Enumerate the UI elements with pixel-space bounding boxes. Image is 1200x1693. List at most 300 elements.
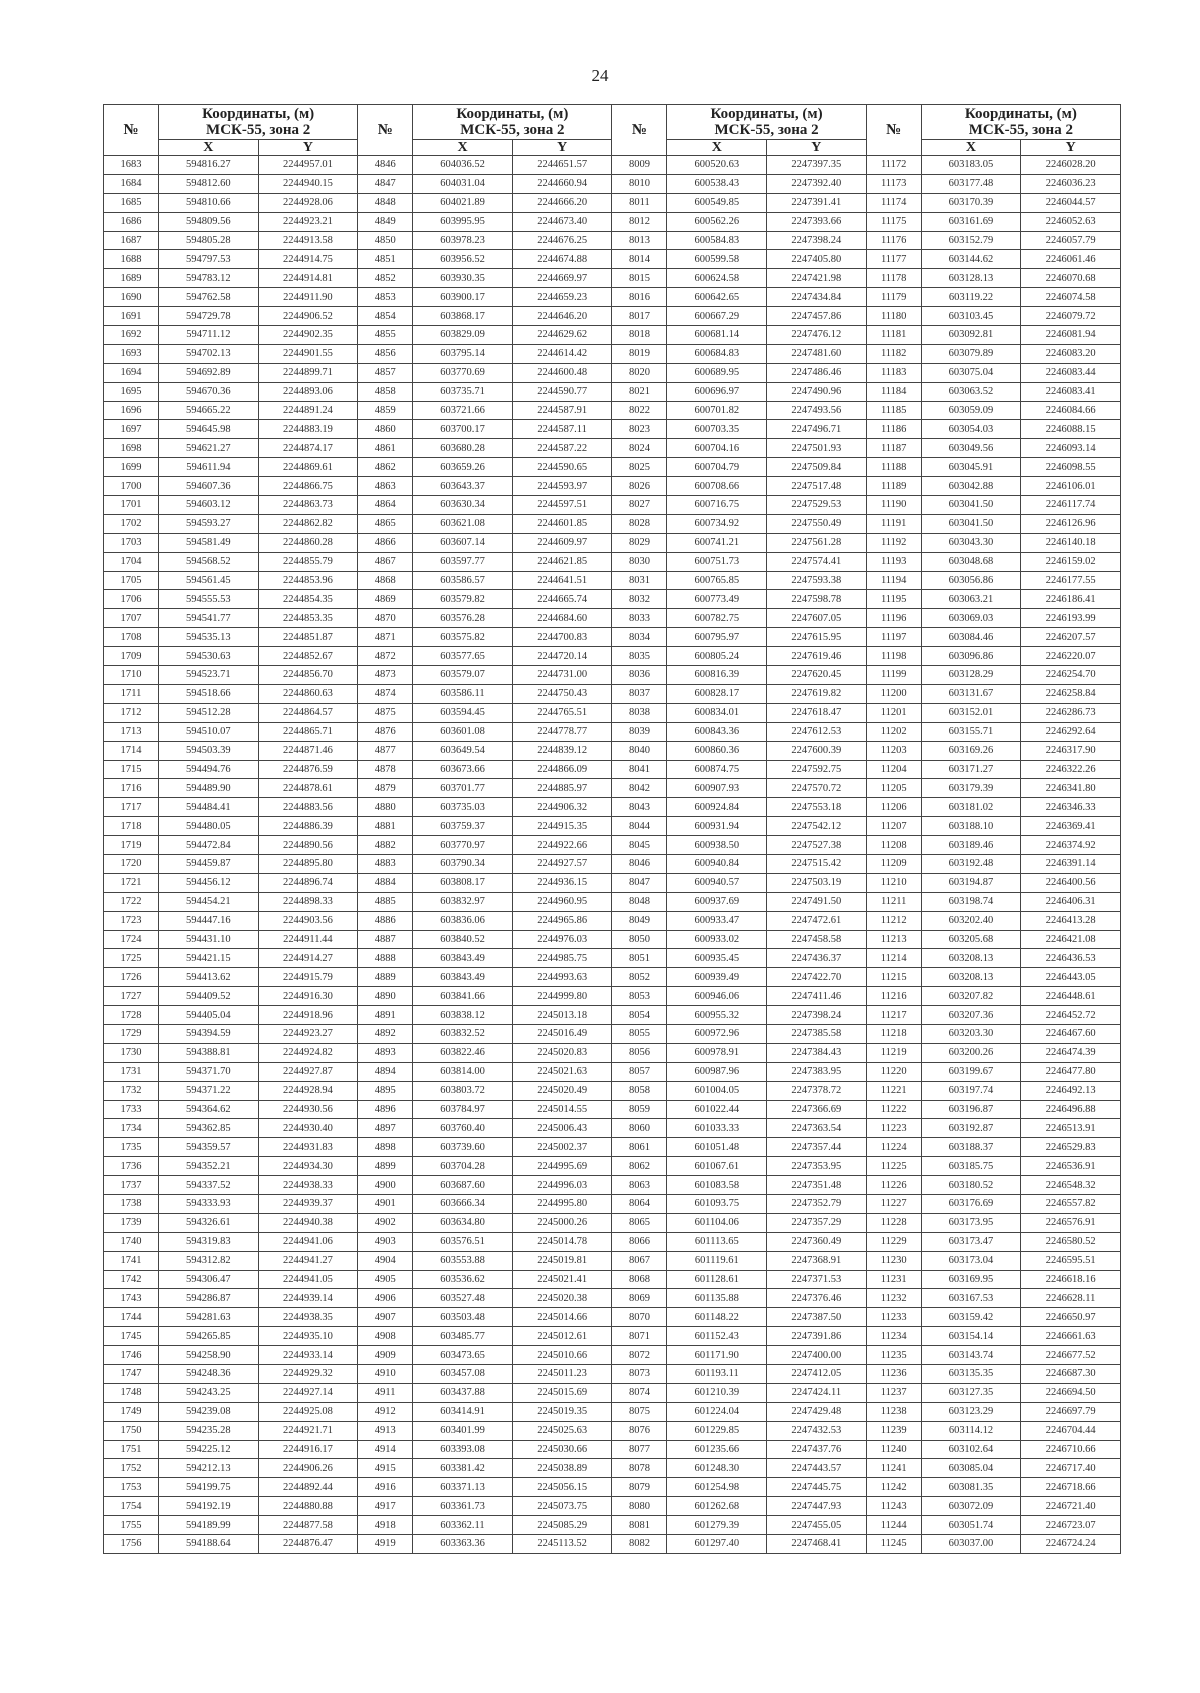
point-number-cell: 11219: [866, 1043, 921, 1062]
point-number-cell: 8022: [612, 401, 667, 420]
point-number-cell: 11241: [866, 1459, 921, 1478]
coord-x-cell: 601148.22: [667, 1308, 767, 1327]
coord-x-cell: 603371.13: [413, 1478, 513, 1497]
coord-y-cell: 2244700.83: [512, 628, 612, 647]
coord-x-cell: 603700.17: [413, 420, 513, 439]
coord-x-cell: 600773.49: [667, 590, 767, 609]
coord-y-cell: 2244883.19: [258, 420, 358, 439]
coord-x-cell: 603079.89: [921, 344, 1021, 363]
coord-x-cell: 594421.15: [159, 949, 259, 968]
point-number-cell: 8077: [612, 1440, 667, 1459]
table-row: [104, 968, 1121, 987]
coord-y-cell: 2244890.56: [258, 836, 358, 855]
table-row: [104, 193, 1121, 212]
coord-x-cell: 594454.21: [159, 892, 259, 911]
coord-x-cell: 600907.93: [667, 779, 767, 798]
point-number-cell: 4899: [358, 1157, 413, 1176]
coord-x-cell: 603576.28: [413, 609, 513, 628]
point-number-cell: 4877: [358, 741, 413, 760]
coord-x-cell: 603437.88: [413, 1383, 513, 1402]
table-row: [104, 571, 1121, 590]
table-row: [104, 269, 1121, 288]
coord-y-cell: 2247371.53: [767, 1270, 867, 1289]
point-number-cell: 4872: [358, 647, 413, 666]
point-number-cell: 1708: [104, 628, 159, 647]
point-number-cell: 1738: [104, 1194, 159, 1213]
point-number-cell: 11199: [866, 666, 921, 685]
point-number-cell: 4917: [358, 1497, 413, 1516]
point-number-cell: 11243: [866, 1497, 921, 1516]
coord-x-cell: 601128.61: [667, 1270, 767, 1289]
point-number-cell: 11213: [866, 930, 921, 949]
coord-x-cell: 594810.66: [159, 193, 259, 212]
coord-y-cell: 2246421.08: [1021, 930, 1121, 949]
coord-x-cell: 603192.87: [921, 1119, 1021, 1138]
x-header: X: [667, 140, 767, 156]
point-number-cell: 1686: [104, 212, 159, 231]
coord-y-cell: 2247447.93: [767, 1497, 867, 1516]
table-body: [104, 156, 1121, 1554]
coord-y-cell: 2244651.57: [512, 156, 612, 175]
coord-y-cell: 2244876.59: [258, 760, 358, 779]
point-number-cell: 8062: [612, 1157, 667, 1176]
coord-y-cell: 2244587.11: [512, 420, 612, 439]
x-header: X: [921, 140, 1021, 156]
table-row: [104, 552, 1121, 571]
coord-x-cell: 603630.34: [413, 496, 513, 515]
coord-x-cell: 603200.26: [921, 1043, 1021, 1062]
coord-x-cell: 600684.83: [667, 344, 767, 363]
point-number-cell: 8030: [612, 552, 667, 571]
point-number-cell: 8012: [612, 212, 667, 231]
table-row: [104, 533, 1121, 552]
point-number-cell: 4879: [358, 779, 413, 798]
coord-x-cell: 603838.12: [413, 1006, 513, 1025]
point-number-cell: 4850: [358, 231, 413, 250]
coord-y-cell: 2245011.23: [512, 1365, 612, 1384]
coord-y-cell: 2244853.35: [258, 609, 358, 628]
coord-x-cell: 594568.52: [159, 552, 259, 571]
point-number-cell: 1707: [104, 609, 159, 628]
coord-x-cell: 601229.85: [667, 1421, 767, 1440]
point-number-cell: 11216: [866, 987, 921, 1006]
coord-x-cell: 600538.43: [667, 174, 767, 193]
coord-x-cell: 603207.82: [921, 987, 1021, 1006]
table-row: [104, 420, 1121, 439]
point-number-cell: 11237: [866, 1383, 921, 1402]
coord-x-cell: 594593.27: [159, 514, 259, 533]
coord-y-cell: 2244609.97: [512, 533, 612, 552]
coordinates-group-header: [921, 105, 1120, 140]
coord-y-cell: 2244587.22: [512, 439, 612, 458]
coord-y-cell: 2244854.35: [258, 590, 358, 609]
coord-x-cell: 594603.12: [159, 496, 259, 515]
point-number-cell: 4847: [358, 174, 413, 193]
coord-y-cell: 2247491.50: [767, 892, 867, 911]
table-row: [104, 1365, 1121, 1384]
coord-y-cell: 2246220.07: [1021, 647, 1121, 666]
y-header: Y: [767, 140, 867, 156]
coord-y-cell: 2245021.63: [512, 1062, 612, 1081]
point-number-cell: 8066: [612, 1232, 667, 1251]
coord-x-cell: 603081.35: [921, 1478, 1021, 1497]
coord-y-cell: 2246193.99: [1021, 609, 1121, 628]
coord-y-cell: 2244895.80: [258, 854, 358, 873]
coord-x-cell: 603832.52: [413, 1024, 513, 1043]
coord-y-cell: 2244860.28: [258, 533, 358, 552]
point-number-cell: 8025: [612, 458, 667, 477]
coord-y-cell: 2244590.77: [512, 382, 612, 401]
coord-x-cell: 594235.28: [159, 1421, 259, 1440]
coord-y-cell: 2244676.25: [512, 231, 612, 250]
coord-y-cell: 2247412.05: [767, 1365, 867, 1384]
point-number-cell: 4867: [358, 552, 413, 571]
point-number-cell: 8053: [612, 987, 667, 1006]
coord-x-cell: 600734.92: [667, 514, 767, 533]
coord-x-cell: 600834.01: [667, 703, 767, 722]
coord-x-cell: 603362.11: [413, 1516, 513, 1535]
coord-y-cell: 2244666.20: [512, 193, 612, 212]
coord-x-cell: 594447.16: [159, 911, 259, 930]
coord-x-cell: 603735.71: [413, 382, 513, 401]
coord-y-cell: 2245000.26: [512, 1213, 612, 1232]
point-number-cell: 11203: [866, 741, 921, 760]
coord-x-cell: 601224.04: [667, 1402, 767, 1421]
coord-y-cell: 2246400.56: [1021, 873, 1121, 892]
coord-x-cell: 604036.52: [413, 156, 513, 175]
point-number-cell: 4911: [358, 1383, 413, 1402]
point-number-cell: 8017: [612, 307, 667, 326]
coord-y-cell: 2244929.32: [258, 1365, 358, 1384]
coord-x-cell: 603659.26: [413, 458, 513, 477]
coord-y-cell: 2245014.66: [512, 1308, 612, 1327]
coord-y-cell: 2246126.96: [1021, 514, 1121, 533]
coord-x-cell: 600599.58: [667, 250, 767, 269]
point-number-cell: 8079: [612, 1478, 667, 1497]
table-row: [104, 1176, 1121, 1195]
coord-x-cell: 600805.24: [667, 647, 767, 666]
point-number-cell: 11222: [866, 1100, 921, 1119]
coord-x-cell: 603803.72: [413, 1081, 513, 1100]
point-number-cell: 1688: [104, 250, 159, 269]
coord-y-cell: 2244877.58: [258, 1516, 358, 1535]
coord-y-cell: 2247612.53: [767, 722, 867, 741]
point-number-cell: 11239: [866, 1421, 921, 1440]
table-row: [104, 514, 1121, 533]
point-number-cell: 1742: [104, 1270, 159, 1289]
coord-x-cell: 600681.14: [667, 326, 767, 345]
point-number-cell: 11198: [866, 647, 921, 666]
coord-x-cell: 594783.12: [159, 269, 259, 288]
coord-y-cell: 2244863.73: [258, 496, 358, 515]
coord-y-cell: 2247561.28: [767, 533, 867, 552]
coord-y-cell: 2245019.35: [512, 1402, 612, 1421]
coord-x-cell: 603978.23: [413, 231, 513, 250]
coord-y-cell: 2247352.79: [767, 1194, 867, 1213]
point-number-cell: 4849: [358, 212, 413, 231]
coord-y-cell: 2247405.80: [767, 250, 867, 269]
point-number-cell: 4884: [358, 873, 413, 892]
coord-y-cell: 2247550.49: [767, 514, 867, 533]
point-number-cell: 8024: [612, 439, 667, 458]
coord-x-cell: 594413.62: [159, 968, 259, 987]
table-row: [104, 1346, 1121, 1365]
coord-y-cell: 2247443.57: [767, 1459, 867, 1478]
point-number-cell: 4898: [358, 1138, 413, 1157]
point-number-cell: 11184: [866, 382, 921, 401]
coord-x-cell: 603154.14: [921, 1327, 1021, 1346]
table-row: [104, 590, 1121, 609]
coord-y-cell: 2245085.29: [512, 1516, 612, 1535]
coord-y-cell: 2246477.80: [1021, 1062, 1121, 1081]
coord-y-cell: 2244878.61: [258, 779, 358, 798]
table-row: [104, 836, 1121, 855]
coord-x-cell: 600816.39: [667, 666, 767, 685]
coord-x-cell: 594729.78: [159, 307, 259, 326]
coord-y-cell: 2244930.56: [258, 1100, 358, 1119]
point-number-cell: 4882: [358, 836, 413, 855]
coord-y-cell: 2244899.71: [258, 363, 358, 382]
point-number-cell: 1711: [104, 684, 159, 703]
coord-x-cell: 603179.39: [921, 779, 1021, 798]
point-number-cell: 11179: [866, 288, 921, 307]
coord-y-cell: 2247434.84: [767, 288, 867, 307]
coord-x-cell: 594431.10: [159, 930, 259, 949]
coord-x-cell: 594581.49: [159, 533, 259, 552]
table-row: [104, 1327, 1121, 1346]
coord-y-cell: 2246341.80: [1021, 779, 1121, 798]
coord-x-cell: 594212.13: [159, 1459, 259, 1478]
coord-y-cell: 2244941.05: [258, 1270, 358, 1289]
point-number-cell: 4897: [358, 1119, 413, 1138]
coord-y-cell: 2247385.58: [767, 1024, 867, 1043]
coord-x-cell: 601051.48: [667, 1138, 767, 1157]
coord-y-cell: 2244892.44: [258, 1478, 358, 1497]
coord-x-cell: 603701.77: [413, 779, 513, 798]
coord-y-cell: 2246093.14: [1021, 439, 1121, 458]
point-number-cell: 8011: [612, 193, 667, 212]
coord-y-cell: 2247493.56: [767, 401, 867, 420]
coord-y-cell: 2246083.41: [1021, 382, 1121, 401]
coord-x-cell: 603829.09: [413, 326, 513, 345]
coord-y-cell: 2244660.94: [512, 174, 612, 193]
coord-x-cell: 600751.73: [667, 552, 767, 571]
coord-x-cell: 594243.25: [159, 1383, 259, 1402]
coord-x-cell: 600940.84: [667, 854, 767, 873]
point-number-cell: 1739: [104, 1213, 159, 1232]
coord-y-cell: 2246070.68: [1021, 269, 1121, 288]
coord-x-cell: 603059.09: [921, 401, 1021, 420]
point-number-cell: 8069: [612, 1289, 667, 1308]
coord-x-cell: 594371.70: [159, 1062, 259, 1081]
point-number-header: №: [866, 105, 921, 156]
point-number-cell: 8021: [612, 382, 667, 401]
point-number-cell: 11244: [866, 1516, 921, 1535]
coord-x-cell: 594762.58: [159, 288, 259, 307]
x-header: X: [413, 140, 513, 156]
coord-x-cell: 601093.75: [667, 1194, 767, 1213]
table-row: [104, 1138, 1121, 1157]
coord-x-cell: 594394.59: [159, 1024, 259, 1043]
table-row: [104, 703, 1121, 722]
table-row: [104, 458, 1121, 477]
coord-y-cell: 2247542.12: [767, 817, 867, 836]
coord-y-cell: 2244921.71: [258, 1421, 358, 1440]
coord-x-cell: 603401.99: [413, 1421, 513, 1440]
point-number-cell: 11217: [866, 1006, 921, 1025]
point-number-cell: 11226: [866, 1176, 921, 1195]
coord-x-cell: 603063.52: [921, 382, 1021, 401]
point-number-header: №: [612, 105, 667, 156]
coords-system: МСК-55, зона 2: [460, 122, 565, 138]
coord-x-cell: 603203.30: [921, 1024, 1021, 1043]
coord-y-cell: 2244923.21: [258, 212, 358, 231]
point-number-cell: 1753: [104, 1478, 159, 1497]
coord-x-cell: 594225.12: [159, 1440, 259, 1459]
coord-x-cell: 603202.40: [921, 911, 1021, 930]
coord-x-cell: 594459.87: [159, 854, 259, 873]
coord-x-cell: 603795.14: [413, 344, 513, 363]
table-row: [104, 363, 1121, 382]
coord-y-cell: 2246687.30: [1021, 1365, 1121, 1384]
coord-y-cell: 2245056.15: [512, 1478, 612, 1497]
point-number-cell: 1733: [104, 1100, 159, 1119]
point-number-cell: 11212: [866, 911, 921, 930]
point-number-cell: 1750: [104, 1421, 159, 1440]
coord-y-cell: 2247383.95: [767, 1062, 867, 1081]
point-number-cell: 1696: [104, 401, 159, 420]
coord-x-cell: 603784.97: [413, 1100, 513, 1119]
coord-y-cell: 2244941.27: [258, 1251, 358, 1270]
point-number-cell: 4891: [358, 1006, 413, 1025]
coords-title: Координаты, (м): [202, 106, 315, 122]
coord-y-cell: 2247472.61: [767, 911, 867, 930]
page-number: 24: [591, 66, 609, 85]
coord-y-cell: 2247620.45: [767, 666, 867, 685]
coord-x-cell: 600716.75: [667, 496, 767, 515]
coord-x-cell: 600704.79: [667, 458, 767, 477]
point-number-cell: 11183: [866, 363, 921, 382]
coord-y-cell: 2244914.27: [258, 949, 358, 968]
coord-y-cell: 2244960.95: [512, 892, 612, 911]
coord-y-cell: 2244911.90: [258, 288, 358, 307]
point-number-cell: 1710: [104, 666, 159, 685]
point-number-cell: 8060: [612, 1119, 667, 1138]
coord-y-cell: 2244985.75: [512, 949, 612, 968]
coord-x-cell: 603144.62: [921, 250, 1021, 269]
point-number-cell: 1737: [104, 1176, 159, 1195]
coord-x-cell: 594239.08: [159, 1402, 259, 1421]
coord-x-cell: 603171.27: [921, 760, 1021, 779]
point-number-cell: 11192: [866, 533, 921, 552]
point-number-cell: 1697: [104, 420, 159, 439]
coord-y-cell: 2247607.05: [767, 609, 867, 628]
point-number-cell: 1754: [104, 1497, 159, 1516]
coord-y-cell: 2244898.33: [258, 892, 358, 911]
point-number-cell: 11240: [866, 1440, 921, 1459]
table-row: [104, 911, 1121, 930]
coord-x-cell: 603760.40: [413, 1119, 513, 1138]
point-number-cell: 8074: [612, 1383, 667, 1402]
table-row: [104, 647, 1121, 666]
coord-y-cell: 2244938.33: [258, 1176, 358, 1195]
coord-x-cell: 601279.39: [667, 1516, 767, 1535]
point-number-cell: 11223: [866, 1119, 921, 1138]
point-number-cell: 4875: [358, 703, 413, 722]
coord-x-cell: 603363.36: [413, 1535, 513, 1554]
point-number-cell: 1684: [104, 174, 159, 193]
point-number-cell: 1691: [104, 307, 159, 326]
coord-x-cell: 600940.57: [667, 873, 767, 892]
point-number-cell: 1719: [104, 836, 159, 855]
coord-y-cell: 2244684.60: [512, 609, 612, 628]
coord-x-cell: 600549.85: [667, 193, 767, 212]
coord-x-cell: 603128.13: [921, 269, 1021, 288]
coord-y-cell: 2244935.10: [258, 1327, 358, 1346]
point-number-cell: 1730: [104, 1043, 159, 1062]
coord-x-cell: 594199.75: [159, 1478, 259, 1497]
point-number-cell: 8082: [612, 1535, 667, 1554]
point-number-cell: 8070: [612, 1308, 667, 1327]
point-number-cell: 4848: [358, 193, 413, 212]
coord-x-cell: 603135.35: [921, 1365, 1021, 1384]
point-number-cell: 11178: [866, 269, 921, 288]
coord-x-cell: 600828.17: [667, 684, 767, 703]
coord-x-cell: 594405.04: [159, 1006, 259, 1025]
point-number-cell: 8029: [612, 533, 667, 552]
point-number-cell: 1728: [104, 1006, 159, 1025]
coord-x-cell: 594326.61: [159, 1213, 259, 1232]
coord-y-cell: 2246677.52: [1021, 1346, 1121, 1365]
point-number-cell: 1716: [104, 779, 159, 798]
coord-x-cell: 600937.69: [667, 892, 767, 911]
coord-y-cell: 2244862.82: [258, 514, 358, 533]
point-number-cell: 11221: [866, 1081, 921, 1100]
coord-x-cell: 594510.07: [159, 722, 259, 741]
point-number-header: №: [104, 105, 159, 156]
coord-x-cell: 600972.96: [667, 1024, 767, 1043]
coord-y-cell: 2244891.24: [258, 401, 358, 420]
point-number-cell: 8046: [612, 854, 667, 873]
table-row: [104, 987, 1121, 1006]
coord-x-cell: 603586.57: [413, 571, 513, 590]
point-number-cell: 1741: [104, 1251, 159, 1270]
coord-y-cell: 2247432.53: [767, 1421, 867, 1440]
point-number-cell: 4876: [358, 722, 413, 741]
point-number-cell: 8061: [612, 1138, 667, 1157]
point-number-cell: 8047: [612, 873, 667, 892]
coord-y-cell: 2246580.52: [1021, 1232, 1121, 1251]
coord-y-cell: 2245020.49: [512, 1081, 612, 1100]
coord-x-cell: 594188.64: [159, 1535, 259, 1554]
point-number-cell: 11172: [866, 156, 921, 175]
coord-x-cell: 603185.75: [921, 1157, 1021, 1176]
point-number-cell: 4859: [358, 401, 413, 420]
coord-y-cell: 2247387.50: [767, 1308, 867, 1327]
coord-x-cell: 603601.08: [413, 722, 513, 741]
coord-y-cell: 2247366.69: [767, 1100, 867, 1119]
table-row: [104, 949, 1121, 968]
point-number-cell: 11205: [866, 779, 921, 798]
coord-y-cell: 2246474.39: [1021, 1043, 1121, 1062]
x-header: X: [159, 140, 259, 156]
coord-y-cell: 2246369.41: [1021, 817, 1121, 836]
coord-y-cell: 2246140.18: [1021, 533, 1121, 552]
point-number-cell: 4851: [358, 250, 413, 269]
table-row: [104, 1421, 1121, 1440]
coord-y-cell: 2245073.75: [512, 1497, 612, 1516]
coord-y-cell: 2247501.93: [767, 439, 867, 458]
